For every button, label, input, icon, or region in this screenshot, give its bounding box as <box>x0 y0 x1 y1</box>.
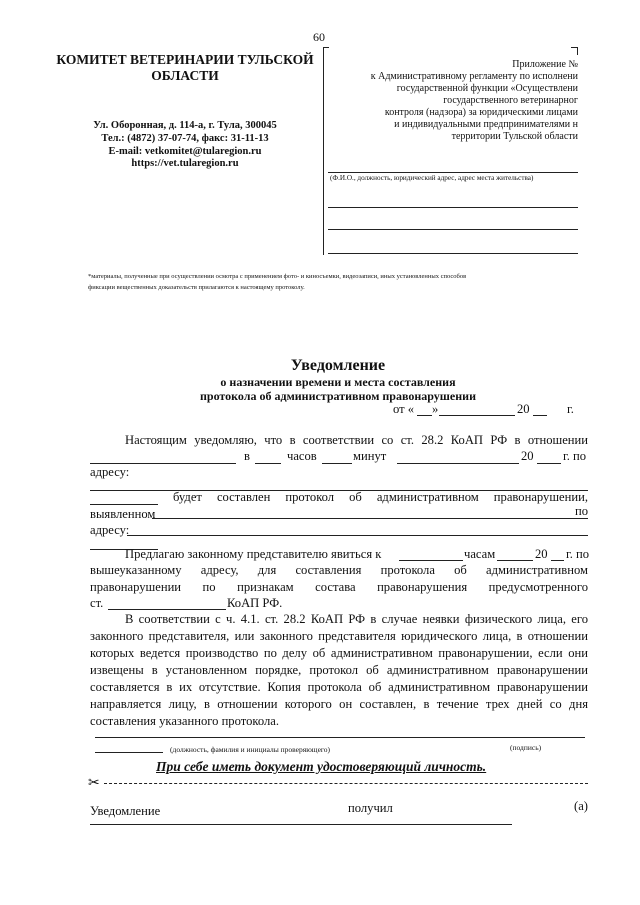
date-quote-close: » <box>432 402 439 416</box>
receipt-received: получил <box>348 801 393 815</box>
document-title: Уведомление <box>290 357 386 374</box>
para1-address-label: адресу: <box>90 465 130 479</box>
recipient-line[interactable] <box>328 253 578 254</box>
recipient-box-right-mark <box>577 47 578 55</box>
para1-date-field[interactable] <box>90 463 236 464</box>
org-phone: Тел.: (4872) 37-07-74, факс: 31-11-13 <box>101 133 269 144</box>
recipient-box-top-left-corner <box>323 47 329 48</box>
recipient-line[interactable] <box>328 229 578 230</box>
para3-article: ст. <box>90 596 104 610</box>
appendix-line4: государственного ветеринарног <box>443 95 578 106</box>
date-from-label: от « <box>393 402 415 416</box>
para2-found: выявленном <box>90 507 156 521</box>
para1-minutes: минут <box>353 449 387 463</box>
signature-position-caption: (должность, фамилия и инициалы проверяющего) <box>170 745 331 754</box>
date-year-prefix: 20 <box>517 402 530 416</box>
receipt-label: Уведомление <box>90 804 161 818</box>
para1-g-po: г. по <box>563 449 587 463</box>
para2-address-field[interactable] <box>127 535 588 536</box>
para2-po: по <box>575 504 589 518</box>
appendix-line2: к Административному регламенту по исполнени <box>370 71 578 82</box>
para3-year-field[interactable] <box>551 560 564 561</box>
signature-position-field[interactable] <box>95 752 163 753</box>
appendix-line5: контроля (надзора) за юридическими лицами <box>384 107 578 118</box>
receipt-gender-mark: (а) <box>574 799 588 813</box>
appendix-line6: и индивидуальными предпринимателями н <box>394 119 578 130</box>
para3-hours-field[interactable] <box>497 560 533 561</box>
para1-v: в <box>244 449 250 463</box>
recipient-line[interactable] <box>328 172 578 173</box>
para1-minutes-field[interactable] <box>322 463 352 464</box>
para4-line7: составления указанного протокола. <box>90 714 279 728</box>
signature-line-top[interactable] <box>95 737 585 738</box>
para2-violation-field[interactable] <box>152 518 588 519</box>
para4-line1: В соответствии с ч. 4.1. ст. 28.2 КоАП РФ в случае неявки физического лица, его <box>125 612 588 626</box>
para2-line1: будет составлен протокол об административном правонарушении, <box>173 490 588 504</box>
para1-hours-field[interactable] <box>255 463 281 464</box>
para3-hours: часам <box>464 547 496 561</box>
para4-line2: законного представителя, или законного представителя юридического лица, в отношении <box>90 629 588 643</box>
cut-dashed-line <box>104 783 588 784</box>
para3-year: 20 <box>535 547 548 561</box>
id-document-notice: При себе иметь документ удостоверяющий личность. <box>156 759 487 774</box>
org-name-line1: КОМИТЕТ ВЕТЕРИНАРИИ ТУЛЬСКОЙ <box>56 52 314 67</box>
recipient-caption: (Ф.И.О., должность, юридический адрес, адрес места жительства) <box>330 174 534 182</box>
para1-line1: Настоящим уведомляю, что в соответствии со ст. 28.2 КоАП РФ в отношении <box>125 433 588 447</box>
recipient-box-left-border <box>323 47 324 255</box>
para3-koap: КоАП РФ. <box>227 596 283 610</box>
receipt-line[interactable] <box>90 824 512 825</box>
para3-line1a: Предлагаю законному представителю явиться к <box>125 547 382 561</box>
document-subtitle-line2: протокола об административном правонарушении <box>200 389 476 403</box>
org-email: E-mail: vetkomitet@tularegion.ru <box>108 146 262 157</box>
para4-line4: извещены в установленном порядке, протокол об административном правонарушении <box>90 663 588 677</box>
para4-line6: направляется лицу, в отношении которого он составлен, в течение трех дней со дня <box>90 697 588 711</box>
para3-g-po: г. по <box>566 547 590 561</box>
para3-line3: правонарушении по признакам состава правонарушения предусмотренного <box>90 580 588 594</box>
para3-article-field[interactable] <box>108 609 226 610</box>
para1-year: 20 <box>521 449 534 463</box>
date-month-field[interactable] <box>439 415 515 416</box>
org-name-line2: ОБЛАСТИ <box>151 68 219 83</box>
recipient-line[interactable] <box>328 207 578 208</box>
para3-date-field[interactable] <box>399 560 463 561</box>
para1-hours: часов <box>287 449 317 463</box>
document-subtitle-line1: о назначении времени и места составления <box>220 375 456 389</box>
para2-person-field[interactable] <box>90 504 158 505</box>
page-number: 60 <box>313 30 325 44</box>
date-year-field[interactable] <box>533 415 547 416</box>
para1-day-month-field[interactable] <box>397 463 519 464</box>
appendix-line7: территории Тульской области <box>451 131 578 142</box>
org-website: https://vet.tularegion.ru <box>131 158 239 169</box>
date-day-field[interactable] <box>417 415 432 416</box>
org-address: Ул. Оборонная, д. 114-а, г. Тула, 300045 <box>93 120 277 131</box>
para4-line5: составляется в их отсутствие. Копия протокола об административном правонарушении <box>90 680 588 694</box>
footnote-line1: *материалы, полученные при осуществлении осмотра с применением фото- и киносъемки, видеозаписи, иных установленных способов <box>88 273 467 280</box>
appendix-line3: государственной функции «Осуществлени <box>396 83 578 94</box>
para1-year-field[interactable] <box>537 463 561 464</box>
signature-sign-caption: (подпись) <box>510 743 542 752</box>
footnote-line2: фиксации вещественных доказательств прилагаются к настоящему протоколу. <box>88 284 305 291</box>
scissors-icon: ✂ <box>88 776 100 791</box>
para2-address-label: адресу: <box>90 523 130 537</box>
para3-line2: вышеуказанному адресу, для составления протокола об административном <box>90 563 588 577</box>
para4-line3: которых ведется производство по делу об административном правонарушении, если они <box>90 646 588 660</box>
appendix-line1: Приложение № <box>512 59 578 70</box>
date-year-suffix: г. <box>567 402 574 416</box>
